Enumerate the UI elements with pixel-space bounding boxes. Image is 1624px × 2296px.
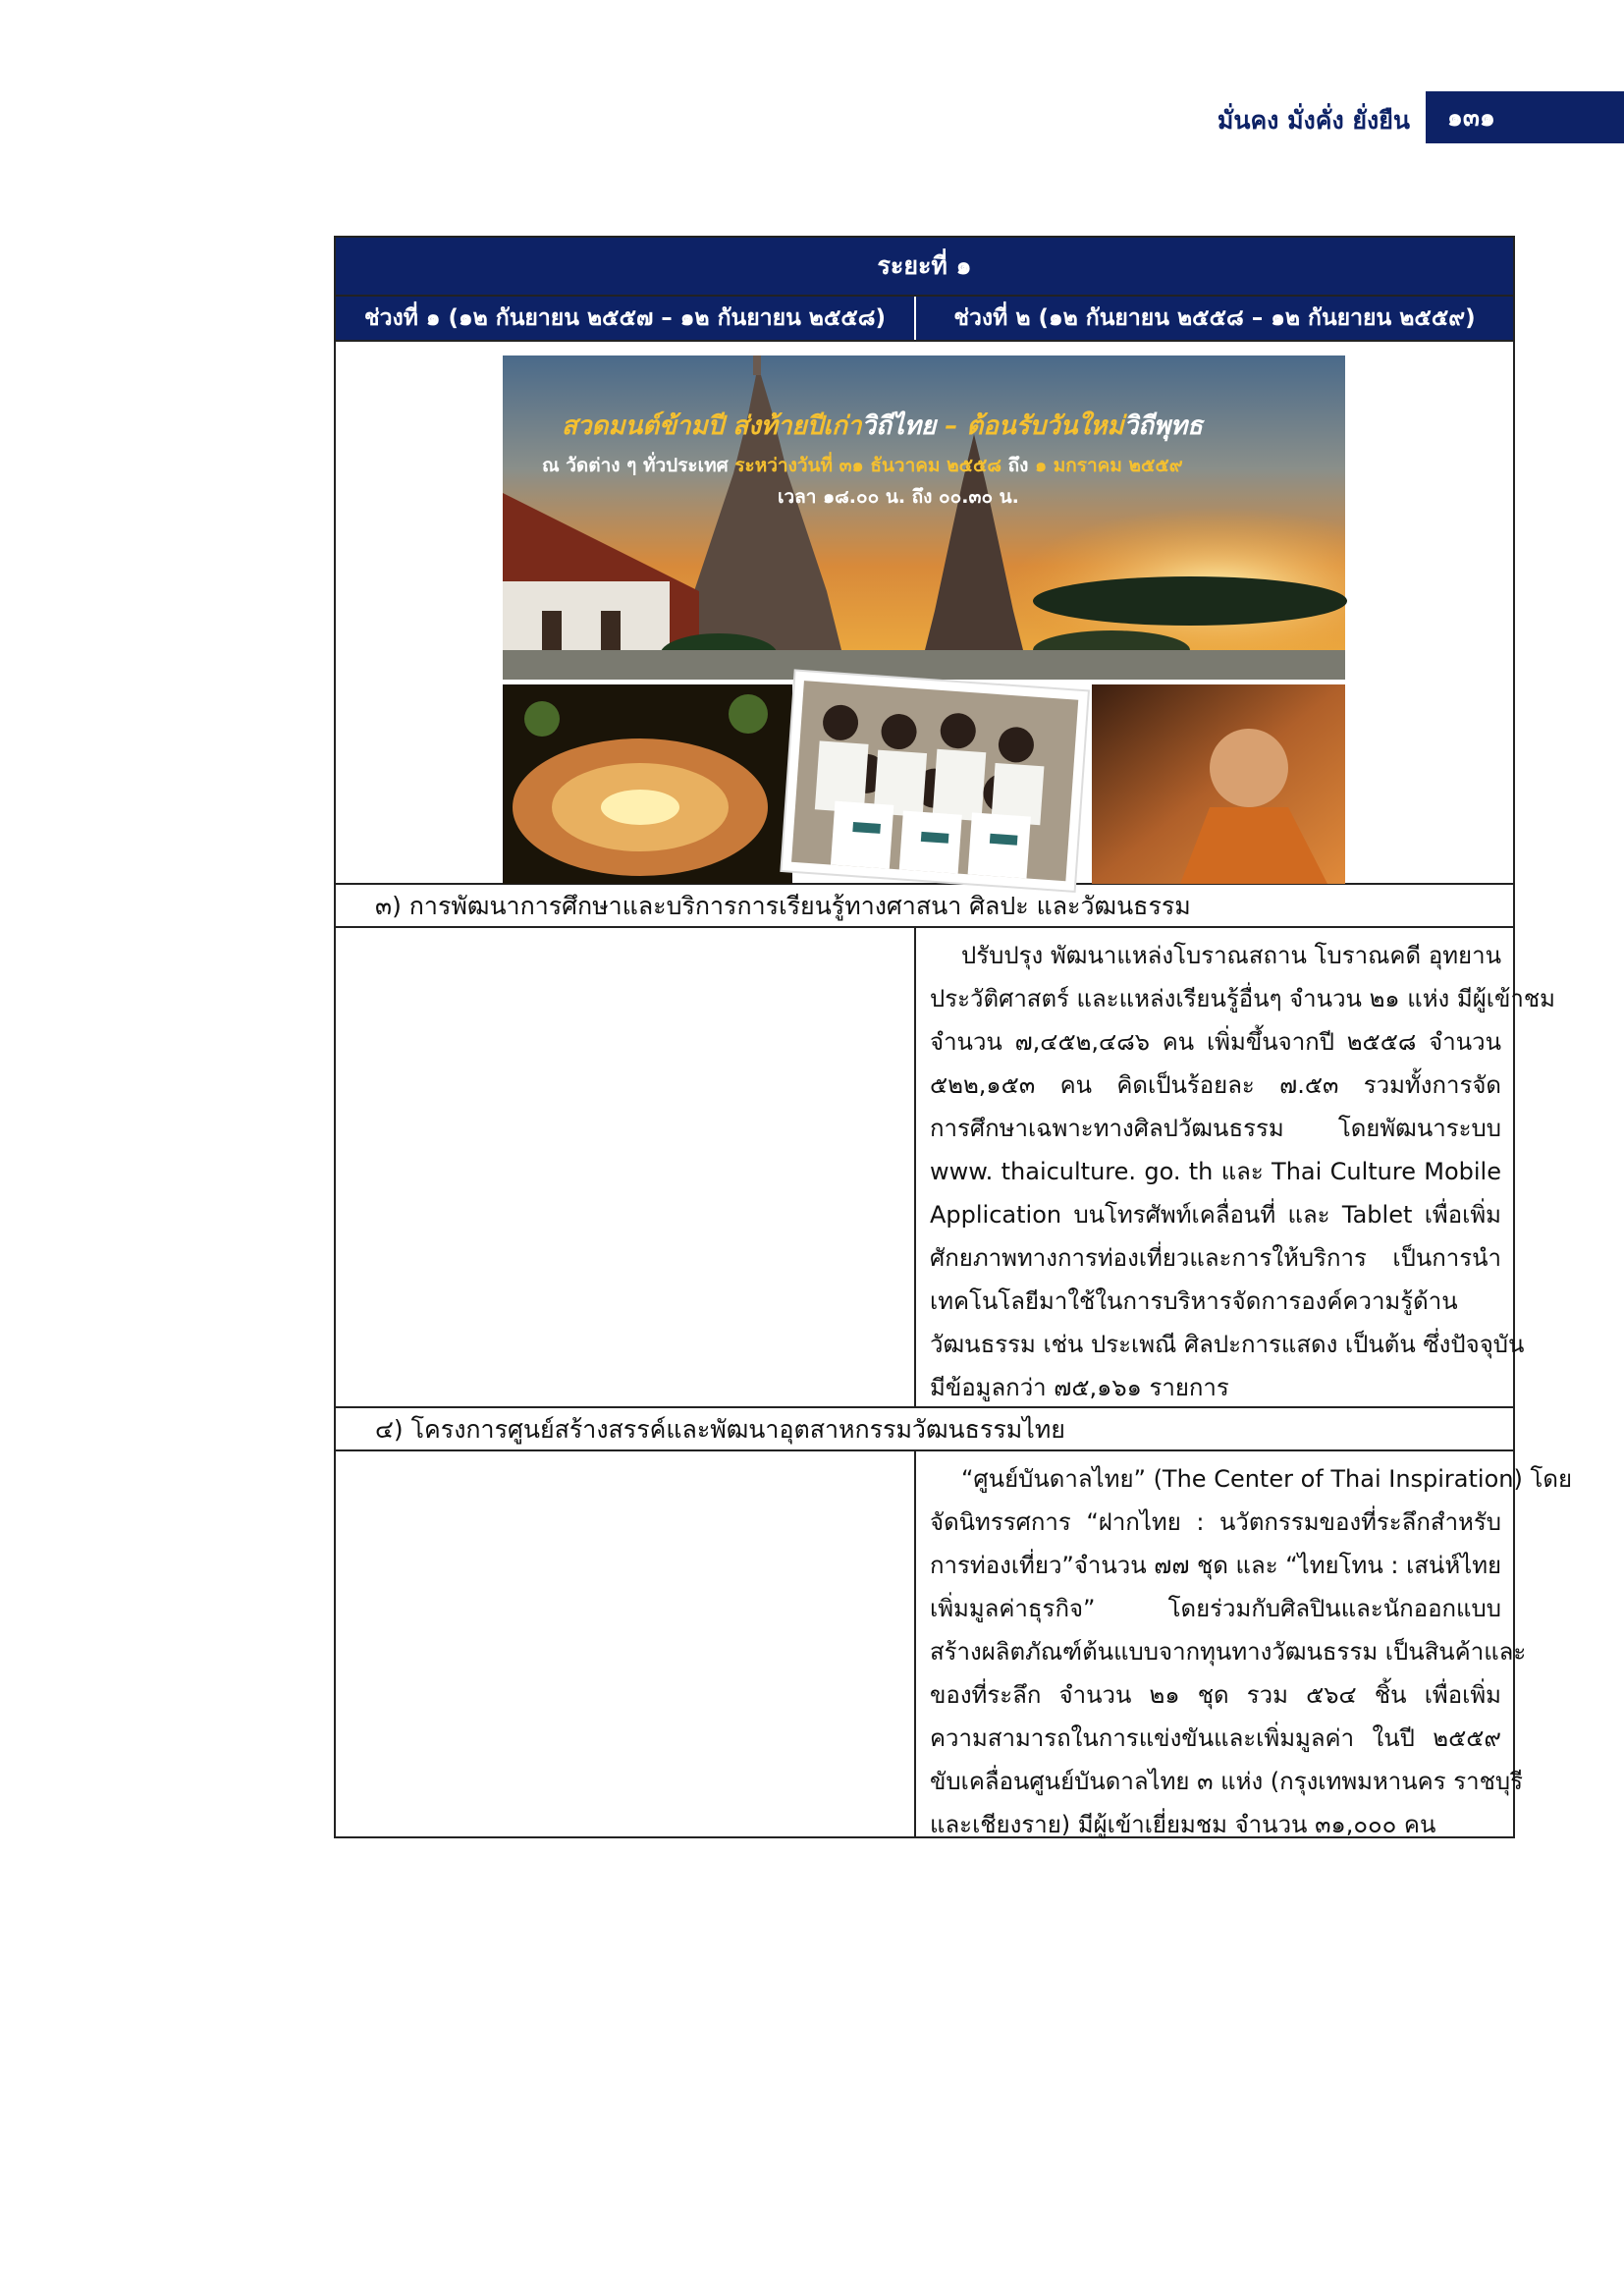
paragraph-line: ขับเคลื่อนศูนย์บันดาลไทย ๓ แห่ง (กรุงเทพมหานคร ราชบุรี [930, 1768, 1524, 1795]
poster-headline-4: วิถีพุทธ [1123, 411, 1203, 441]
paragraph-line: ความสามารถในการแข่งขันและเพิ่มมูลค่า ในปี ๒๕๕๙ [930, 1724, 1501, 1752]
poster-headline-2: วิถีไทย [861, 411, 937, 441]
section-3-period-2-cell [916, 928, 1555, 1406]
document-title: มั่นคง มั่งคั่ง ยั่งยืน [1217, 106, 1410, 135]
paragraph-line: วัฒนธรรม เช่น ประเพณี ศิลปะการแสดง เป็นต้น ซึ่งปัจจุบัน [930, 1331, 1525, 1358]
section-3-row [336, 928, 1555, 1408]
poster-headline-1: สวดมนต์ข้ามปี ส่งท้ายปีเก่า [562, 411, 862, 441]
phase-header: ระยะที่ ๑ [336, 238, 1513, 297]
svg-text:สวดมนต์ข้ามปี ส่งท้ายปีเก่าวิถ [562, 410, 1205, 442]
svg-text:ณ วัดต่าง ๆ ทั่วประเทศ ระหว่าง [542, 452, 1183, 476]
section-4-period-1-cell [336, 1451, 916, 1838]
section-3-heading: ๓) การพัฒนาการศึกษาและบริการการเรียนรู้ทางศาสนา ศิลปะ และวัฒนธรรม [336, 885, 1513, 928]
paragraph-line: และเชียงราย) มีผู้เข้าเยี่ยมชม จำนวน ๓๑,๐๐๐ คน [930, 1811, 1436, 1838]
paragraph-line: มีข้อมูลกว่า ๗๕,๑๖๑ รายการ [930, 1374, 1229, 1401]
paragraph-line: ของที่ระลึก จำนวน ๒๑ ชุด รวม ๕๖๔ ชิ้น เพื่อเพิ่ม [930, 1681, 1501, 1709]
paragraph-line: จัดนิทรรศการ “ฝากไทย : นวัตกรรมของที่ระลึกสำหรับ [930, 1508, 1501, 1536]
paragraph-line: ๕๒๒,๑๕๓ คน คิดเป็นร้อยละ ๗.๕๓ รวมทั้งการจัด [930, 1071, 1501, 1099]
section-4-heading: ๔) โครงการศูนย์สร้างสรรค์และพัฒนาอุตสาหกรรมวัฒนธรรมไทย [336, 1408, 1513, 1451]
section-3-period-1-cell [336, 928, 916, 1406]
paragraph-line: ปรับปรุง พัฒนาแหล่งโบราณสถาน โบราณคดี อุทยาน [961, 942, 1501, 969]
paragraph-line: จำนวน ๗,๔๕๒,๔๘๖ คน เพิ่มขึ้นจากปี ๒๕๕๘ จำนวน [930, 1028, 1501, 1056]
paragraph-line: Application บนโทรศัพท์เคลื่อนที่ และ Tablet เพื่อเพิ่ม [930, 1201, 1501, 1229]
paragraph-line: เทคโนโลยีมาใช้ในการบริหารจัดการองค์ความรู้ด้าน [930, 1287, 1458, 1315]
paragraph-line: ศักยภาพทางการท่องเที่ยวและการให้บริการ เป็นการนำ [930, 1244, 1501, 1272]
paragraph-line: สร้างผลิตภัณฑ์ต้นแบบจากทุนทางวัฒนธรรม เป็นสินค้าและ [930, 1638, 1527, 1666]
poster-line3: เวลา ๑๘.๐๐ น. ถึง ๐๐.๓๐ น. [778, 486, 1019, 508]
paragraph-line: www. thaiculture. go. th และ Thai Culture Mobile [930, 1158, 1501, 1185]
period-header-row [336, 297, 1513, 342]
content-table [334, 236, 1573, 1838]
image-row [336, 342, 1513, 885]
paragraph-line: การท่องเที่ยว”จำนวน ๗๗ ชุด และ “ไทยโทน : เสน่ห์ไทย [930, 1552, 1502, 1579]
paragraph-line: ประวัติศาสตร์ และแหล่งเรียนรู้อื่นๆ จำนวน ๒๑ แห่ง มีผู้เข้าชม [930, 985, 1555, 1012]
section-4-row [336, 1451, 1573, 1838]
page-number: ๑๓๑ [1426, 91, 1624, 143]
poster-line2-end: ๑ มกราคม ๒๕๕๙ [1035, 455, 1183, 476]
paragraph-line: เพิ่มมูลค่าธุรกิจ” โดยร่วมกับศิลปินและนักออกแบบ [930, 1595, 1501, 1622]
new-year-prayer-poster [503, 355, 1345, 884]
poster-line2-prefix: ณ วัดต่าง ๆ ทั่วประเทศ [542, 455, 735, 476]
poster-headline-3: – ต้อนรับวันใหม่ [936, 411, 1124, 441]
poster-line2-mid: ถึง [1001, 455, 1036, 476]
period-2-header: ช่วงที่ ๒ (๑๒ กันยายน ๒๕๕๘ – ๑๒ กันยายน ๒๕๕๙) [953, 305, 1476, 331]
period-1-header: ช่วงที่ ๑ (๑๒ กันยายน ๒๕๕๗ – ๑๒ กันยายน ๒๕๕๘) [336, 297, 916, 340]
section-4-period-2-cell [916, 1451, 1573, 1838]
paragraph-line: การศึกษาเฉพาะทางศิลปวัฒนธรรม โดยพัฒนาระบบ [930, 1115, 1501, 1142]
poster-line2-dates: ระหว่างวันที่ ๓๑ ธันวาคม ๒๕๕๘ [734, 455, 1002, 476]
paragraph-line: “ศูนย์บันดาลไทย” (The Center of Thai Inspiration) โดย [961, 1465, 1573, 1493]
